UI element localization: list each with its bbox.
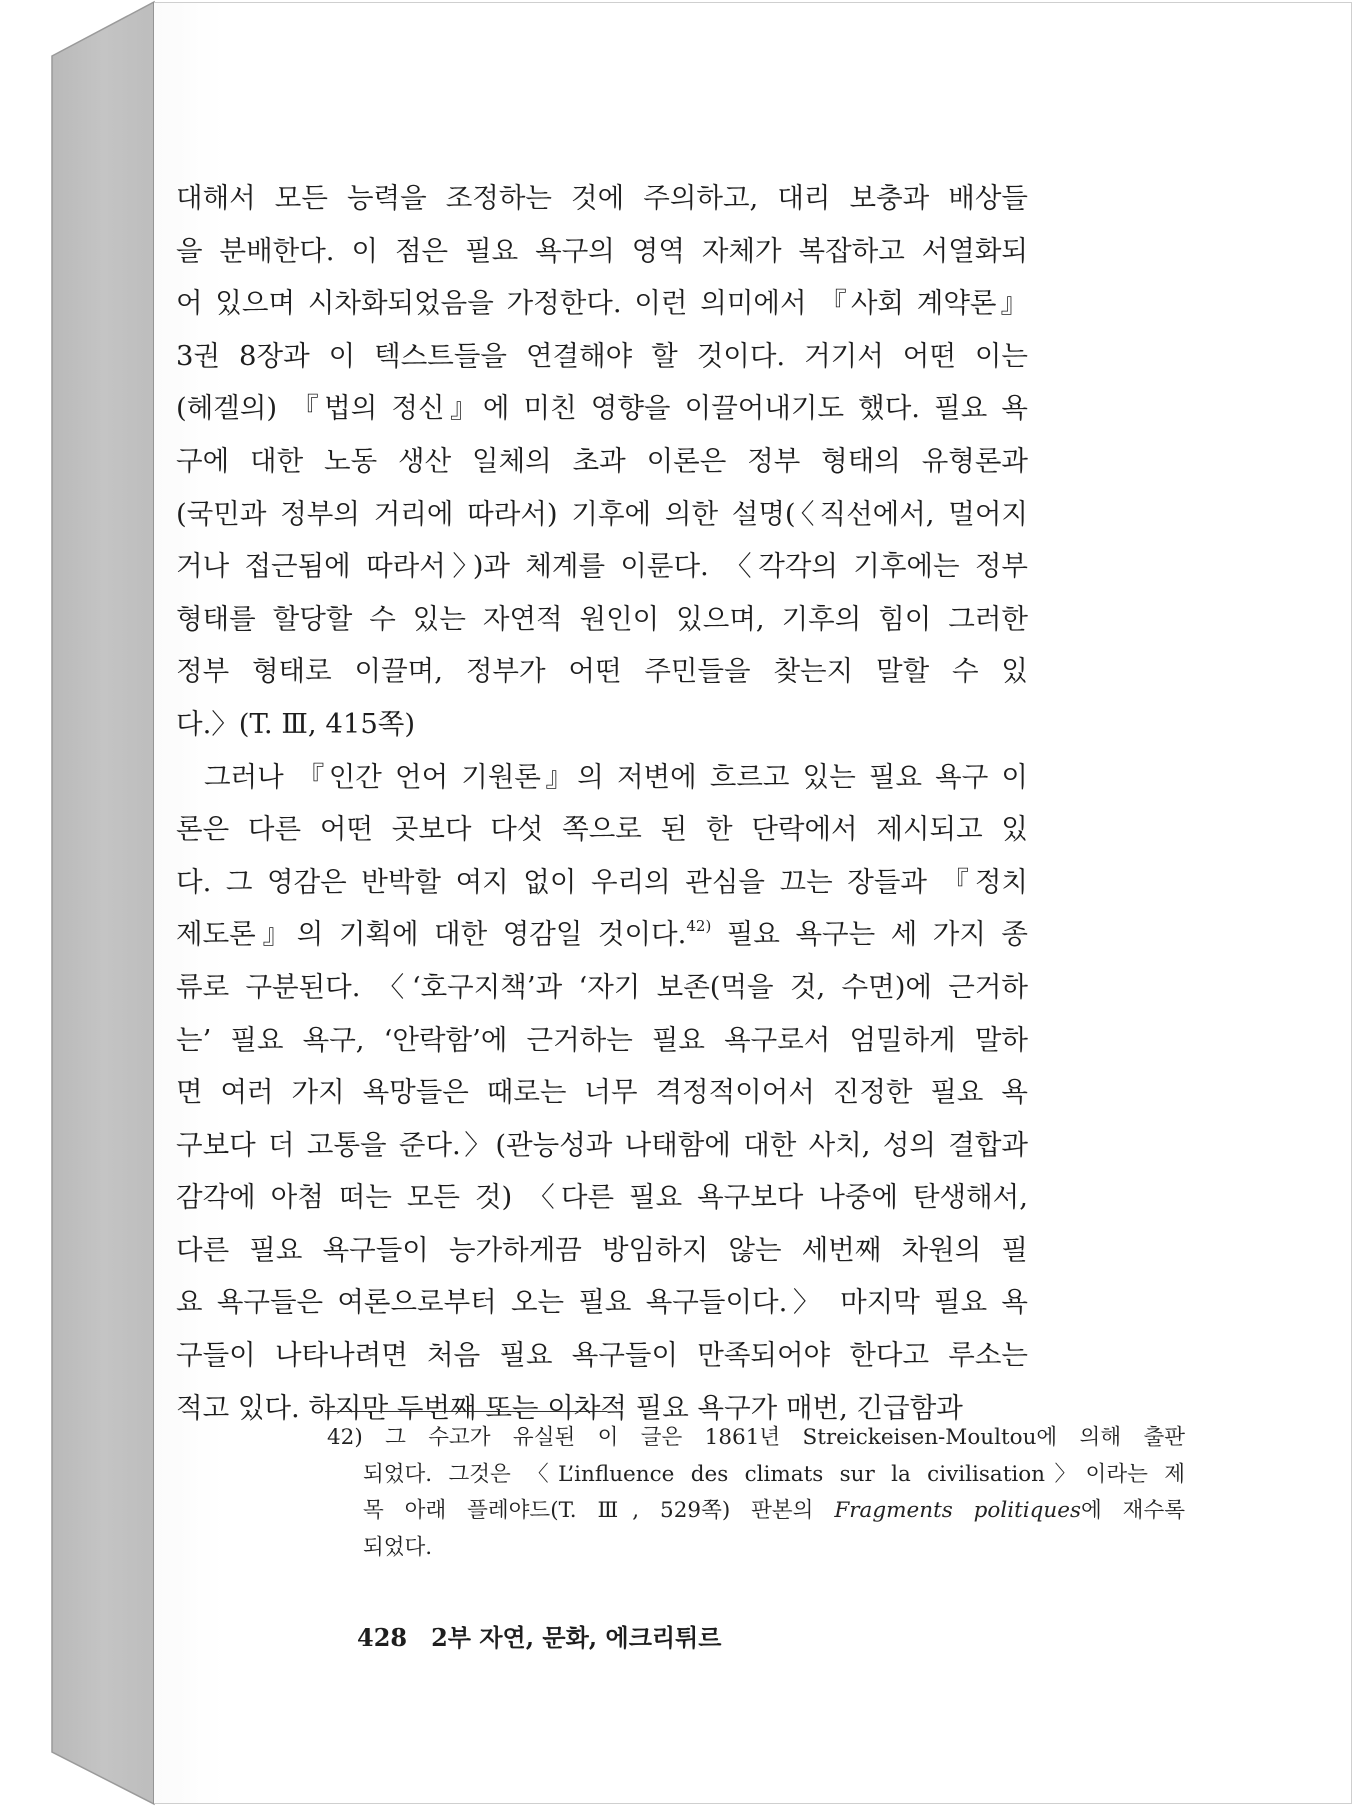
body-line: 론은 다른 어떤 곳보다 다섯 쪽으로 된 한 단락에서 제시되고 있 <box>176 813 1028 846</box>
body-text <box>176 172 1028 1434</box>
body-line: 다른 필요 욕구들이 능가하게끔 방임하지 않는 세번째 차원의 필 <box>176 1233 1028 1266</box>
body-line: 구들이 나타나려면 처음 필요 욕구들이 만족되어야 한다고 루소는 <box>176 1339 1028 1372</box>
footnote-italic-title: Fragments politiques <box>834 1498 1081 1523</box>
body-line: 다. 그 영감은 반박할 여지 없이 우리의 관심을 끄는 장들과 『정치 <box>176 865 1028 898</box>
body-line: 어 있으며 시차화되었음을 가정한다. 이런 의미에서 『사회 계약론』 <box>176 287 1028 320</box>
body-line: 는’ 필요 욕구, ‘안락함’에 근거하는 필요 욕구로서 엄밀하게 말하 <box>176 1023 1028 1056</box>
body-line: 류로 구분된다. 〈‘호구지책’과 ‘자기 보존(먹을 것, 수면)에 근거하 <box>176 970 1028 1003</box>
footnote-reference[interactable]: 42) <box>686 917 712 936</box>
body-line: 적고 있다. 하지만 두번째 또는 이차적 필요 욕구가 매번, 긴급함과 <box>176 1391 963 1424</box>
footnote-text: 에 재수록 <box>1081 1498 1185 1523</box>
body-line-with-footnote-ref <box>176 908 1028 961</box>
footnote-line: 되었다. <box>363 1534 433 1560</box>
footnote-line: 42) 그 수고가 유실된 이 글은 1861년 Streickeisen-Moultou에 의해 출판 <box>327 1425 1185 1450</box>
body-line: 구보다 더 고통을 준다.〉(관능성과 나태함에 대한 사치, 성의 결합과 <box>176 1128 1028 1161</box>
running-footer <box>357 1618 721 1653</box>
body-line: 대해서 모든 능력을 조정하는 것에 주의하고, 대리 보충과 배상들 <box>176 182 1028 214</box>
footnote-text: 목 아래 플레야드(T. Ⅲ, 529쪽) 판본의 <box>363 1498 835 1523</box>
body-line: 을 분배한다. 이 점은 필요 욕구의 영역 자체가 복잡하고 서열화되 <box>176 234 1028 267</box>
body-line: 면 여러 가지 욕망들은 때로는 너무 격정적이어서 진정한 필요 욕 <box>176 1076 1028 1109</box>
footnote-divider <box>325 1411 607 1412</box>
body-line: 3권 8장과 이 텍스트들을 연결해야 할 것이다. 거기서 어떤 이는 <box>176 339 1028 372</box>
body-line: 감각에 아첨 떠는 모든 것) 〈다른 필요 욕구보다 나중에 탄생해서, <box>176 1181 1028 1214</box>
body-line: (국민과 정부의 거리에 따라서) 기후에 의한 설명(〈직선에서, 멀어지 <box>176 497 1028 530</box>
footnote <box>327 1420 1185 1566</box>
body-line-head: 제도론』의 기획에 대한 영감일 것이다. <box>176 918 687 951</box>
running-title: 2부 자연, 문화, 에크리튀르 <box>431 1623 722 1652</box>
body-line: 정부 형태로 이끌며, 정부가 어떤 주민들을 찾는지 말할 수 있 <box>176 655 1028 688</box>
body-line: 다.〉(T. Ⅲ, 415쪽) <box>176 707 416 740</box>
body-line-tail: 필요 욕구는 세 가지 종 <box>711 918 1028 951</box>
body-line: 그러나 『인간 언어 기원론』의 저변에 흐르고 있는 필요 욕구 이 <box>204 760 1028 793</box>
footnote-line <box>327 1493 1185 1530</box>
body-line: 요 욕구들은 여론으로부터 오는 필요 욕구들이다.〉 마지막 필요 욕 <box>176 1286 1028 1319</box>
footnote-line: 되었다. 그것은 〈L’influence des climats sur la civilisation〉이라는 제 <box>363 1461 1185 1487</box>
body-line: (헤겔의) 『법의 정신』에 미친 영향을 이끌어내기도 했다. 필요 욕 <box>176 392 1028 425</box>
page-number: 428 <box>357 1623 408 1652</box>
body-line: 구에 대한 노동 생산 일체의 초과 이론은 정부 형태의 유형론과 <box>176 444 1028 477</box>
body-line: 거나 접근됨에 따라서〉)과 체계를 이룬다. 〈각각의 기후에는 정부 <box>176 550 1028 583</box>
body-line: 형태를 할당할 수 있는 자연적 원인이 있으며, 기후의 힘이 그러한 <box>176 602 1028 635</box>
